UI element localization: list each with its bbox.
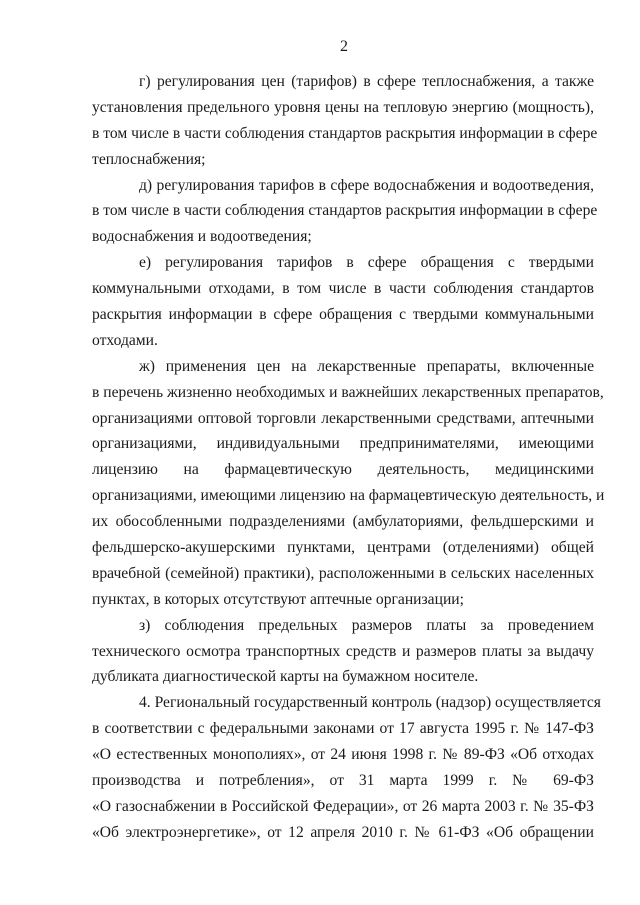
text-line: теплоснабжения; (92, 150, 206, 168)
paragraph (92, 354, 605, 613)
page-number: 2 (340, 38, 348, 55)
text-line: раскрытия информации в сфере обращения с твердыми коммунальными (92, 306, 594, 324)
text-line: организациями, индивидуальными предпринимателями, имеющими (92, 435, 594, 453)
text-line: отходами. (92, 331, 158, 349)
text-line: в том числе в части соблюдения стандартов раскрытия информации в сфере (92, 202, 598, 220)
text-line: водоснабжения и водоотведения; (92, 228, 312, 246)
text-line: организациями, имеющими лицензию на фармацевтическую деятельность, и (92, 487, 605, 505)
text-line: производства и потребления», от 31 марта 1999 г. № 69-ФЗ (92, 772, 594, 790)
text-line: г) регулирования цен (тарифов) в сфере теплоснабжения, а также (139, 73, 594, 90)
text-line: 4. Региональный государственный контроль (надзор) осуществляется (139, 694, 601, 712)
text-line: пунктах, в которых отсутствуют аптечные организации; (92, 590, 464, 608)
text-line: «О естественных монополиях», от 24 июня 1998 г. № 89-ФЗ «Об отходах (92, 746, 594, 764)
text-line: организациями оптовой торговли лекарственными средствами, аптечными (92, 409, 594, 427)
paragraph (92, 69, 598, 173)
paragraph (92, 690, 601, 845)
text-line: ж) применения цен на лекарственные препараты, включенные (139, 357, 594, 375)
text-line: в перечень жизненно необходимых и важнейших лекарственных препаратов, (92, 383, 604, 401)
text-line: врачебной (семейной) практики), расположенными в сельских населенных (92, 564, 594, 582)
text-line: технического осмотра транспортных средств и размеров платы за выдачу (92, 642, 594, 660)
text-line: д) регулирования тарифов в сфере водоснабжения и водоотведения, (139, 176, 594, 194)
paragraph (92, 613, 594, 691)
text-line: лицензию на фармацевтическую деятельность, медицинскими (92, 461, 594, 479)
text-line: в том числе в части соблюдения стандартов раскрытия информации в сфере (92, 124, 598, 142)
paragraph (92, 173, 598, 251)
text-line: «Об электроэнергетике», от 12 апреля 2010 г. № 61-ФЗ «Об обращении (92, 823, 594, 841)
document-body (92, 69, 605, 846)
text-line: коммунальными отходами, в том числе в части соблюдения стандартов (92, 280, 594, 298)
paragraph (92, 250, 594, 354)
text-line: фельдшерско-акушерскими пунктами, центрами (отделениями) общей (92, 539, 594, 557)
text-line: з) соблюдения предельных размеров платы за проведением (139, 616, 594, 634)
text-line: установления предельного уровня цены на тепловую энергию (мощность), (92, 98, 594, 116)
text-line: их обособленными подразделениями (амбулаториями, фельдшерскими и (92, 513, 594, 531)
text-line: «О газоснабжении в Российской Федерации», от 26 марта 2003 г. № 35-ФЗ (92, 797, 594, 815)
text-line: е) регулирования тарифов в сфере обращения с твердыми (139, 254, 594, 272)
text-line: в соответствии с федеральными законами от 17 августа 1995 г. № 147-ФЗ (92, 720, 594, 738)
text-line: дубликата диагностической карты на бумажном носителе. (92, 668, 479, 686)
